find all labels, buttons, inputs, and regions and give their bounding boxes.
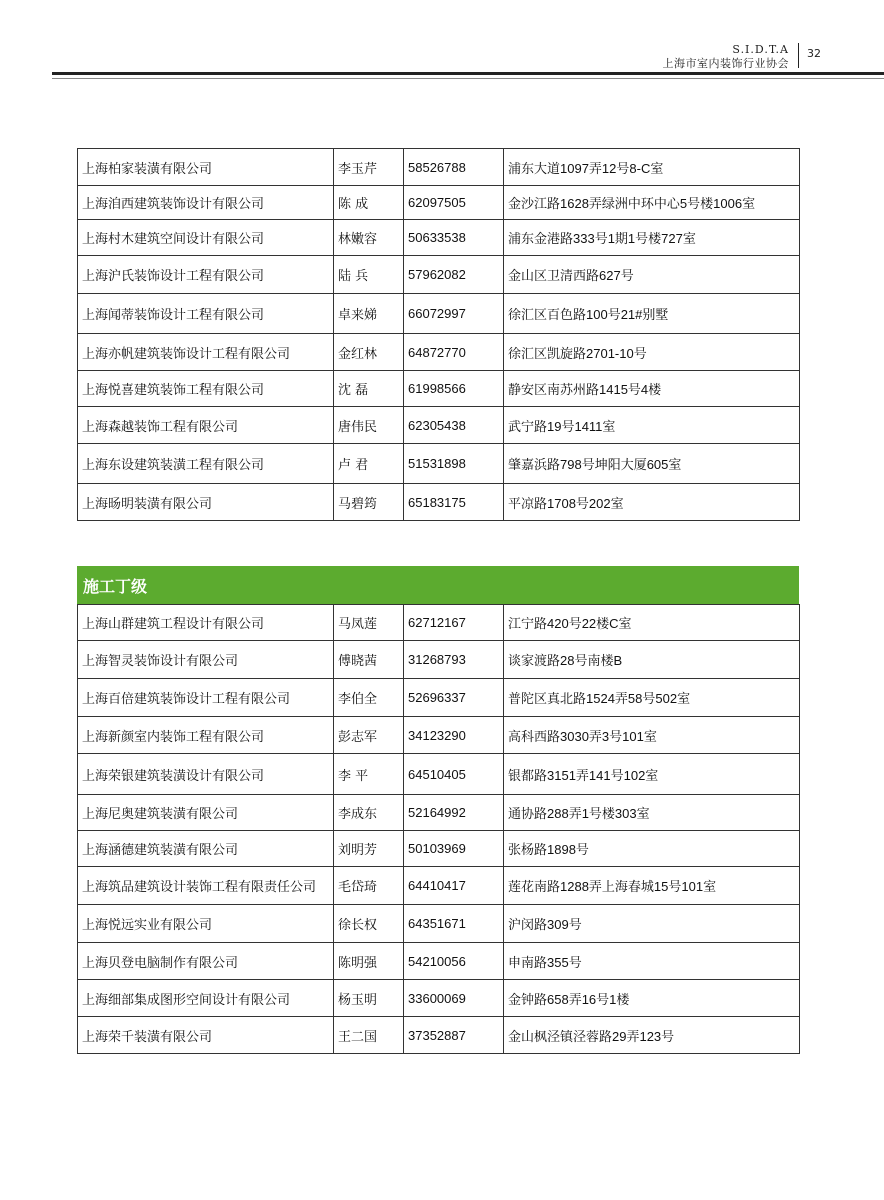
phone-cell: 54210056: [404, 943, 504, 980]
address-cell: 申南路355号: [504, 943, 800, 980]
contact-cell: 陈 成: [334, 186, 404, 220]
contact-cell: 唐伟民: [334, 407, 404, 444]
company-cell: 上海涵德建筑装潢有限公司: [78, 831, 334, 867]
table-row: [78, 444, 800, 484]
company-cell: 上海贝登电脑制作有限公司: [78, 943, 334, 980]
phone-cell: 50633538: [404, 220, 504, 256]
phone-cell: 58526788: [404, 149, 504, 186]
address-cell: 肇嘉浜路798号坤阳大厦605室: [504, 444, 800, 484]
table-row: [78, 679, 800, 717]
phone-cell: 37352887: [404, 1017, 504, 1054]
table-row: [78, 371, 800, 407]
address-cell: 平凉路1708号202室: [504, 484, 800, 521]
table-row: [78, 943, 800, 980]
phone-cell: 34123290: [404, 717, 504, 754]
table-row: [78, 831, 800, 867]
address-cell: 沪闵路309号: [504, 905, 800, 943]
contact-cell: 王二国: [334, 1017, 404, 1054]
table-row: [78, 407, 800, 444]
phone-cell: 62305438: [404, 407, 504, 444]
address-cell: 金钟路658弄16号1楼: [504, 980, 800, 1017]
phone-cell: 65183175: [404, 484, 504, 521]
company-cell: 上海东设建筑装潢工程有限公司: [78, 444, 334, 484]
contact-cell: 李伯全: [334, 679, 404, 717]
company-cell: 上海悦喜建筑装饰工程有限公司: [78, 371, 334, 407]
contact-cell: 林嫩容: [334, 220, 404, 256]
contact-cell: 傅晓茜: [334, 641, 404, 679]
address-cell: 谈家渡路28号南楼B: [504, 641, 800, 679]
company-cell: 上海新颜室内装饰工程有限公司: [78, 717, 334, 754]
contact-cell: 陈明强: [334, 943, 404, 980]
table-row: [78, 605, 800, 641]
company-cell: 上海山群建筑工程设计有限公司: [78, 605, 334, 641]
address-cell: 浦东大道1097弄12号8-C室: [504, 149, 800, 186]
table-row: [78, 795, 800, 831]
company-cell: 上海筑品建筑设计装饰工程有限责任公司: [78, 867, 334, 905]
header-rule-thin: [52, 78, 884, 79]
table-row: [78, 980, 800, 1017]
phone-cell: 31268793: [404, 641, 504, 679]
phone-cell: 62712167: [404, 605, 504, 641]
phone-cell: 61998566: [404, 371, 504, 407]
page-number: 32: [807, 47, 821, 60]
phone-cell: 64510405: [404, 754, 504, 795]
address-cell: 金山枫泾镇泾蓉路29弄123号: [504, 1017, 800, 1054]
company-cell: 上海荣银建筑装潢设计有限公司: [78, 754, 334, 795]
contact-cell: 李玉芹: [334, 149, 404, 186]
table-row: [78, 484, 800, 521]
company-cell: 上海细部集成图形空间设计有限公司: [78, 980, 334, 1017]
address-cell: 江宁路420号22楼C室: [504, 605, 800, 641]
contact-cell: 李 平: [334, 754, 404, 795]
address-cell: 张杨路1898号: [504, 831, 800, 867]
contact-cell: 李成东: [334, 795, 404, 831]
company-cell: 上海百倍建筑装饰设计工程有限公司: [78, 679, 334, 717]
company-cell: 上海洎西建筑装饰设计有限公司: [78, 186, 334, 220]
contact-cell: 毛岱琦: [334, 867, 404, 905]
table-row: [78, 905, 800, 943]
address-cell: 武宁路19号1411室: [504, 407, 800, 444]
section-header: [77, 566, 799, 604]
company-cell: 上海旸明装潢有限公司: [78, 484, 334, 521]
contact-cell: 金红林: [334, 334, 404, 371]
company-cell: 上海森越装饰工程有限公司: [78, 407, 334, 444]
company-cell: 上海智灵装饰设计有限公司: [78, 641, 334, 679]
phone-cell: 64410417: [404, 867, 504, 905]
company-cell: 上海沪氏装饰设计工程有限公司: [78, 256, 334, 294]
contact-cell: 马碧筠: [334, 484, 404, 521]
address-cell: 普陀区真北路1524弄58号502室: [504, 679, 800, 717]
phone-cell: 64351671: [404, 905, 504, 943]
phone-cell: 33600069: [404, 980, 504, 1017]
address-cell: 银都路3151弄141号102室: [504, 754, 800, 795]
company-cell: 上海闻蒂装饰设计工程有限公司: [78, 294, 334, 334]
header-rule-thick: [52, 72, 884, 75]
org-header: [663, 43, 790, 71]
phone-cell: 51531898: [404, 444, 504, 484]
org-name: 上海市室内装饰行业协会: [662, 56, 789, 70]
company-cell: 上海柏家装潢有限公司: [78, 149, 334, 186]
table-row: [78, 641, 800, 679]
address-cell: 徐汇区百色路100号21#别墅: [504, 294, 800, 334]
phone-cell: 62097505: [404, 186, 504, 220]
contact-cell: 陆 兵: [334, 256, 404, 294]
company-cell: 上海村木建筑空间设计有限公司: [78, 220, 334, 256]
phone-cell: 64872770: [404, 334, 504, 371]
company-cell: 上海尼奥建筑装潢有限公司: [78, 795, 334, 831]
table-row: [78, 754, 800, 795]
company-cell: 上海悦远实业有限公司: [78, 905, 334, 943]
header-divider: [798, 43, 799, 68]
contact-cell: 马凤莲: [334, 605, 404, 641]
table-row: [78, 220, 800, 256]
table-row: [78, 186, 800, 220]
contact-cell: 沈 磊: [334, 371, 404, 407]
address-cell: 莲花南路1288弄上海春城15号101室: [504, 867, 800, 905]
phone-cell: 57962082: [404, 256, 504, 294]
contact-cell: 卢 君: [334, 444, 404, 484]
address-cell: 通协路288弄1号楼303室: [504, 795, 800, 831]
company-cell: 上海亦帆建筑装饰设计工程有限公司: [78, 334, 334, 371]
phone-cell: 52696337: [404, 679, 504, 717]
contact-cell: 彭志军: [334, 717, 404, 754]
address-cell: 浦东金港路333号1期1号楼727室: [504, 220, 800, 256]
contact-cell: 卓来娣: [334, 294, 404, 334]
address-cell: 静安区南苏州路1415号4楼: [504, 371, 800, 407]
phone-cell: 52164992: [404, 795, 504, 831]
phone-cell: 50103969: [404, 831, 504, 867]
table-row: [78, 867, 800, 905]
company-table-top: [77, 148, 800, 521]
address-cell: 徐汇区凯旋路2701-10号: [504, 334, 800, 371]
contact-cell: 杨玉明: [334, 980, 404, 1017]
table-row: [78, 1017, 800, 1054]
address-cell: 金山区卫清西路627号: [504, 256, 800, 294]
section-title: 施工丁级: [83, 577, 148, 596]
org-abbreviation: S.I.D.T.A: [732, 43, 789, 56]
company-table-bottom: [77, 604, 800, 1054]
table-row: [78, 256, 800, 294]
company-cell: 上海荣千装潢有限公司: [78, 1017, 334, 1054]
table-row: [78, 334, 800, 371]
table-row: [78, 717, 800, 754]
contact-cell: 徐长权: [334, 905, 404, 943]
contact-cell: 刘明芳: [334, 831, 404, 867]
address-cell: 金沙江路1628弄绿洲中环中心5号楼1006室: [504, 186, 800, 220]
address-cell: 高科西路3030弄3号101室: [504, 717, 800, 754]
table-row: [78, 294, 800, 334]
phone-cell: 66072997: [404, 294, 504, 334]
table-row: [78, 149, 800, 186]
